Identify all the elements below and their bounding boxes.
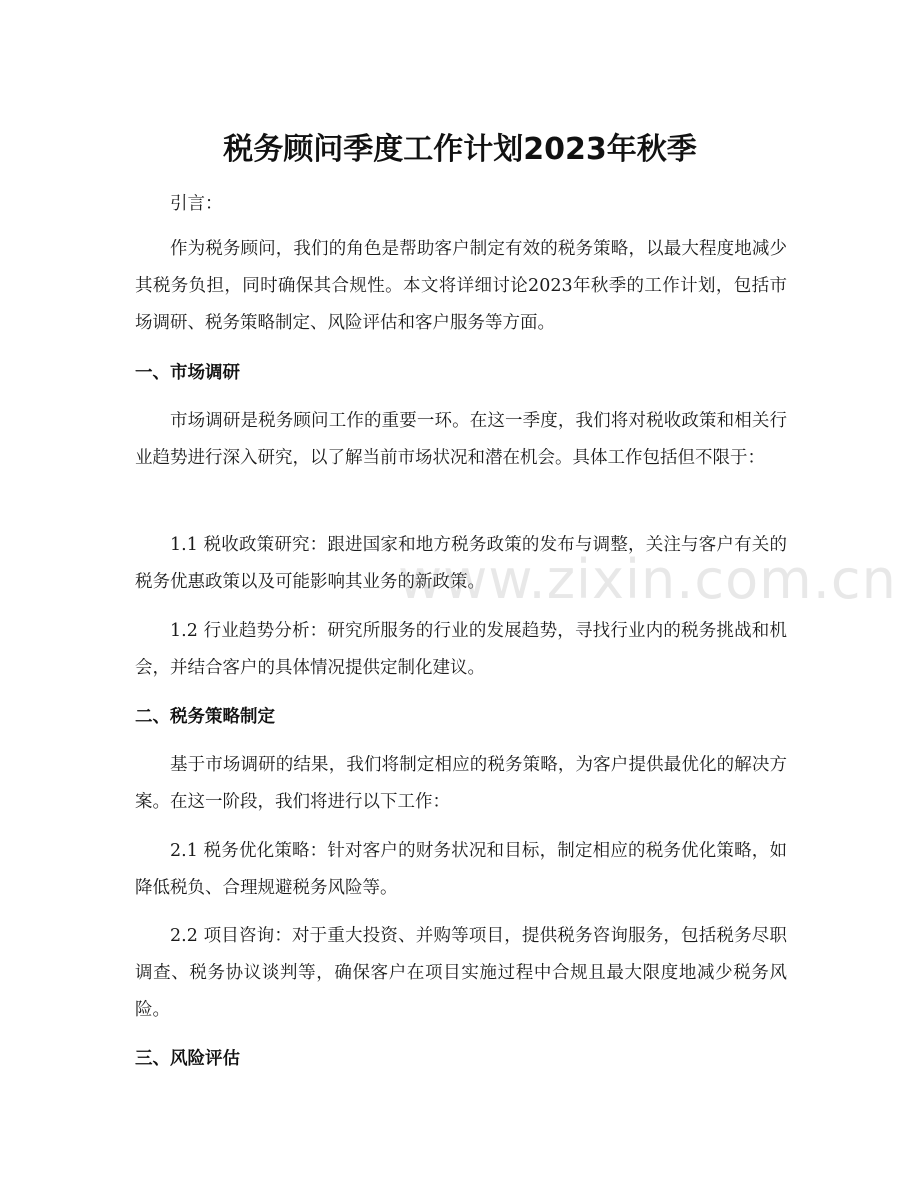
intro-label: 引言： xyxy=(170,194,223,214)
section-2-paragraph-1: 基于市场调研的结果，我们将制定相应的税务策略，为客户提供最优化的解决方案。在这一阶段，我们将进行以下工作： xyxy=(135,755,787,812)
section-1-paragraph-3: 1.2 行业趋势分析：研究所服务的行业的发展趋势，寻找行业内的税务挑战和机会，并结合客户的具体情况提供定制化建议。 xyxy=(135,621,787,678)
intro-paragraph: 作为税务顾问，我们的角色是帮助客户制定有效的税务策略，以最大程度地减少其税务负担，同时确保其合规性。本文将详细讨论2023年秋季的工作计划，包括市场调研、税务策略制定、风险评估和客户服务等方面。 xyxy=(135,239,787,333)
section-heading-tax-strategy: 二、税务策略制定 xyxy=(135,707,275,727)
section-heading-risk-assessment: 三、风险评估 xyxy=(135,1049,240,1069)
watermark: www.zixin.com.cn xyxy=(398,548,897,611)
section-1-paragraph-1: 市场调研是税务顾问工作的重要一环。在这一季度，我们将对税收政策和相关行业趋势进行深入研究，以了解当前市场状况和潜在机会。具体工作包括但不限于： xyxy=(135,411,787,468)
section-2-paragraph-3: 2.2 项目咨询：对于重大投资、并购等项目，提供税务咨询服务，包括税务尽职调查、税务协议谈判等，确保客户在项目实施过程中合规且最大限度地减少税务风险。 xyxy=(135,926,787,1020)
section-2-paragraph-2: 2.1 税务优化策略：针对客户的财务状况和目标，制定相应的税务优化策略，如降低税负、合理规避税务风险等。 xyxy=(135,841,787,898)
section-heading-market-research: 一、市场调研 xyxy=(135,363,240,383)
section-1-paragraph-2: 1.1 税收政策研究：跟进国家和地方税务政策的发布与调整，关注与客户有关的税务优惠政策以及可能影响其业务的新政策。 xyxy=(135,535,787,592)
page-title: 税务顾问季度工作计划2023年秋季 xyxy=(223,132,697,168)
